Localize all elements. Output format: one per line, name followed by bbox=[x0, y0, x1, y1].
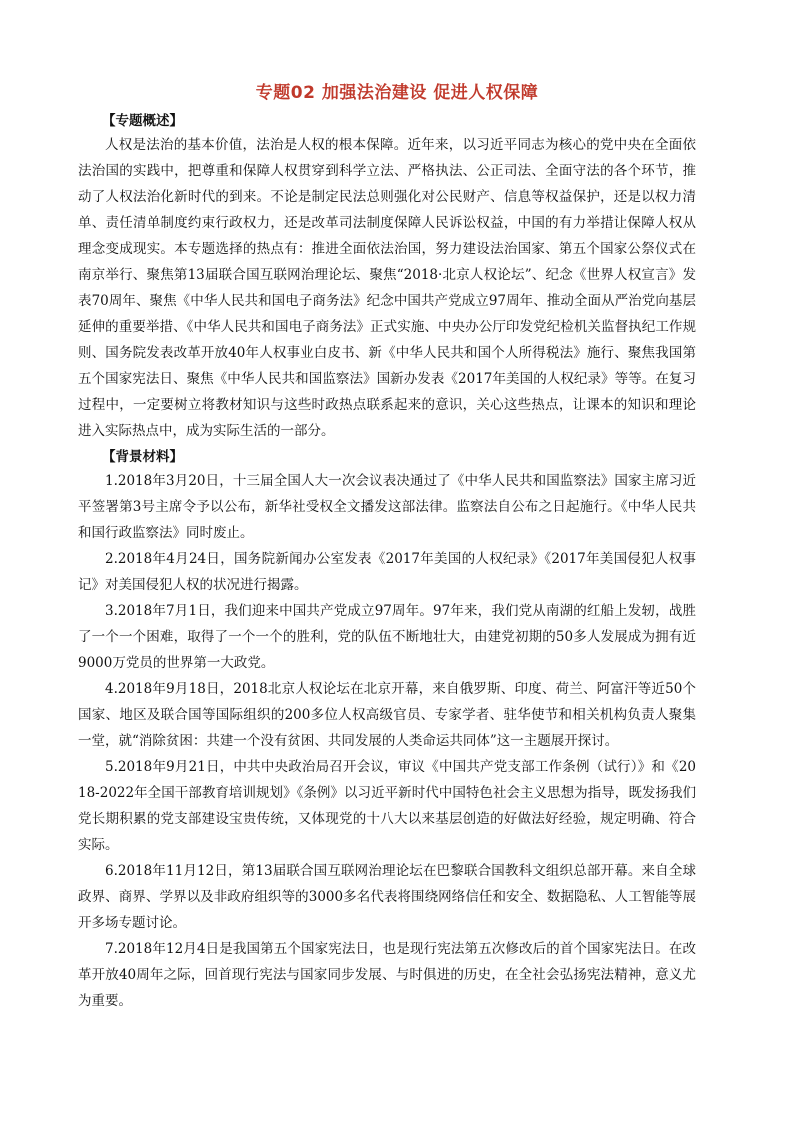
background-item-1: 1.2018年3月20日，十三届全国人大一次会议表决通过了《中华人民共和国监察法》国家主席习近平签署第3号主席令予以公布，新华社受权全文播发这部法律。监察法自公布之日起施行。《中华人民共和国行政监察法》同时废止。 bbox=[78, 473, 696, 541]
background-item-3: 3.2018年7月1日，我们迎来中国共产党成立97周年。97年来，我们党从南湖的红船上发轫，战胜了一个一个困难，取得了一个一个的胜利，党的队伍不断地壮大，由建党初期的50多人发展成为拥有近9000万党员的世界第一大政党。 bbox=[78, 603, 696, 671]
background-item-6: 6.2018年11月12日，第13届联合国互联网治理论坛在巴黎联合国教科文组织总部开幕。来自全球政界、商界、学界以及非政府组织等的3000多名代表将围绕网络信任和安全、数据隐私、人工智能等展开多场专题讨论。 bbox=[78, 863, 696, 931]
document-body bbox=[78, 108, 696, 1014]
section-heading-overview: 【专题概述】 bbox=[102, 113, 183, 129]
background-item-7: 7.2018年12月4日是我国第五个国家宪法日，也是现行宪法第五次修改后的首个国家宪法日。在改革开放40周年之际，回首现行宪法与国家同步发展、与时俱进的历史，在全社会弘扬宪法精神，意义尤为重要。 bbox=[78, 941, 696, 1009]
background-item-4: 4.2018年9月18日，2018北京人权论坛在北京开幕，来自俄罗斯、印度、荷兰、阿富汗等近50个国家、地区及联合国等国际组织的200多位人权高级官员、专家学者、驻华使节和相关机构负责人聚集一堂，就“消除贫困：共建一个没有贫困、共同发展的人类命运共同体”这一主题展开探讨。 bbox=[78, 681, 696, 749]
overview-paragraph: 人权是法治的基本价值，法治是人权的根本保障。近年来，以习近平同志为核心的党中央在全面依法治国的实践中，把尊重和保障人权贯穿到科学立法、严格执法、公正司法、全面守法的各个环节，推动了人权法治化新时代的到来。不论是制定民法总则强化对公民财产、信息等权益保护，还是以权力清单、责任清单制度约束行政权力，还是改革司法制度保障人民诉讼权益，中国的有力举措让保障人权从理念变成现实。本专题选择的热点有：推进全面依法治国，努力建设法治国家、第五个国家公祭仪式在南京举行、聚焦第13届联合国互联网治理论坛、聚焦“2018·北京人权论坛”、纪念《世界人权宣言》发表70周年、聚焦《中华人民共和国电子商务法》纪念中国共产党成立97周年、推动全面从严治党向基层延伸的重要举措、《中华人民共和国电子商务法》正式实施、中央办公厅印发党纪检机关监督执纪工作规则、国务院发表改革开放40年人权事业白皮书、新《中华人民共和国个人所得税法》施行、聚焦我国第五个国家宪法日、聚焦《中华人民共和国监察法》国新办发表《2017年美国的人权纪录》等等。在复习过程中，一定要树立将教材知识与这些时政热点联系起来的意识，关心这些热点，让课本的知识和理论进入实际热点中，成为实际生活的一部分。 bbox=[78, 137, 696, 439]
document-title: 专题02 加强法治建设 促进人权保障 bbox=[255, 83, 539, 103]
background-item-5: 5.2018年9月21日，中共中央政治局召开会议，审议《中国共产党支部工作条例（试行）》和《2018-2022年全国干部教育培训规划》《条例》以习近平新时代中国特色社会主义思想为指导，既发扬我们党长期积累的党支部建设宝贵传统，又体现党的十八大以来基层创造的好做法好经验，规定明确、符合实际。 bbox=[78, 759, 696, 853]
background-list bbox=[78, 468, 696, 1014]
section-heading-background: 【背景材料】 bbox=[102, 449, 183, 465]
background-item-2: 2.2018年4月24日，国务院新闻办公室发表《2017年美国的人权纪录》《2017年美国侵犯人权事记》对美国侵犯人权的状况进行揭露。 bbox=[78, 551, 696, 593]
